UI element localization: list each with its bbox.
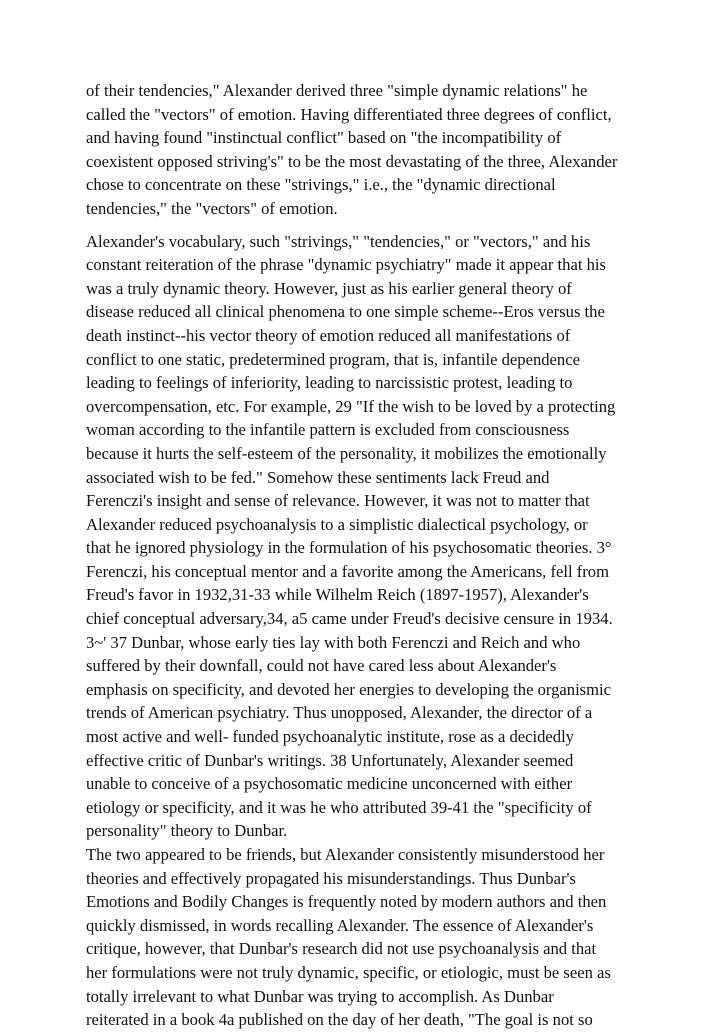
text-line: personality" theory to Dunbar.: [86, 821, 288, 841]
text-line: Freud's favor in 1932,31-33 while Wilhelm Reich (1897-1957), Alexander's: [86, 585, 589, 605]
text-line: Ferenczi, his conceptual mentor and a favorite among the Americans, fell from: [86, 561, 609, 581]
text-line: trends of American psychiatry. Thus unopposed, Alexander, the director of a: [86, 703, 593, 723]
text-line: associated wish to be fed." Somehow these sentiments lack Freud and: [86, 467, 550, 487]
text-line: coexistent opposed striving's" to be the most devastating of the three, Alexander: [86, 151, 618, 171]
paragraph-2: [86, 230, 676, 843]
text-line: called the "vectors" of emotion. Having differentiated three degrees of conflict,: [86, 104, 612, 124]
text-line: of their tendencies," Alexander derived three "simple dynamic relations" he: [86, 81, 588, 100]
text-line: quickly dismissed, in words recalling Alexander. The essence of Alexander's: [86, 915, 594, 935]
text-line: Alexander reduced psychoanalysis to a simplistic dialectical psychology, or: [86, 514, 588, 534]
text-line: was a truly dynamic theory. However, just as his earlier general theory of: [86, 278, 572, 298]
text-line: totally irrelevant to what Dunbar was trying to accomplish. As Dunbar: [86, 986, 554, 1006]
text-line: reiterated in a book 4a published on the day of her death, "The goal is not so: [86, 1010, 593, 1030]
text-line: disease reduced all clinical phenomena to one simple scheme--Eros versus the: [86, 302, 605, 322]
text-line: theories and effectively propagated his misunderstandings. Thus Dunbar's: [86, 868, 576, 888]
text-line: chief conceptual adversary,34, a5 came under Freud's decisive censure in 1934.: [86, 609, 613, 629]
text-line: constant reiteration of the phrase "dynamic psychiatry" made it appear that his: [86, 255, 606, 275]
text-line: effective critic of Dunbar's writings. 38 Unfortunately, Alexander seemed: [86, 750, 574, 770]
text-line: etiology or specificity, and it was he who attributed 39-41 the "specificity of: [86, 797, 592, 817]
text-line: Emotions and Bodily Changes is frequently noted by modern authors and then: [86, 892, 607, 912]
text-line: her formulations were not truly dynamic, specific, or etiologic, must be seen as: [86, 962, 611, 982]
text-line: Alexander's vocabulary, such "strivings," "tendencies," or "vectors," and his: [86, 231, 591, 251]
text-line: 3~' 37 Dunbar, whose early ties lay with both Ferenczi and Reich and who: [86, 632, 581, 652]
paragraph-3: [86, 843, 676, 1032]
text-line: emphasis on specificity, and devoted her energies to developing the organismic: [86, 679, 612, 699]
text-line: and having found "instinctual conflict" based on "the incompatibility of: [86, 128, 562, 148]
text-line: tendencies," the "vectors" of emotion.: [86, 198, 338, 218]
text-line: suffered by their downfall, could not have cared less about Alexander's: [86, 656, 557, 676]
text-line: The two appeared to be friends, but Alexander consistently misunderstood her: [86, 845, 605, 864]
text-line: woman according to the infantile pattern is excluded from consciousness: [86, 420, 570, 440]
document-page: [86, 79, 676, 1032]
paragraph-gap: [86, 221, 676, 230]
text-line: death instinct--his vector theory of emotion reduced all manifestations of: [86, 325, 571, 345]
text-line: Ferenczi's insight and sense of relevance. However, it was not to matter that: [86, 491, 590, 511]
text-line: leading to feelings of inferiority, leading to narcissistic protest, leading to: [86, 373, 573, 393]
text-line: most active and well- funded psychoanalytic institute, rose as a decidedly: [86, 727, 574, 747]
text-line: chose to concentrate on these "strivings," i.e., the "dynamic directional: [86, 175, 556, 195]
text-line: that he ignored physiology in the formulation of his psychosomatic theories. 3°: [86, 538, 612, 558]
text-line: overcompensation, etc. For example, 29 "If the wish to be loved by a protecting: [86, 396, 616, 416]
text-line: unable to conceive of a psychosomatic medicine unconcerned with either: [86, 774, 573, 794]
text-line: critique, however, that Dunbar's research did not use psychoanalysis and that: [86, 939, 597, 959]
paragraph-1: [86, 79, 676, 221]
text-line: conflict to one static, predetermined program, that is, infantile dependence: [86, 349, 580, 369]
text-line: because it hurts the self-esteem of the personality, it mobilizes the emotionally: [86, 443, 607, 463]
